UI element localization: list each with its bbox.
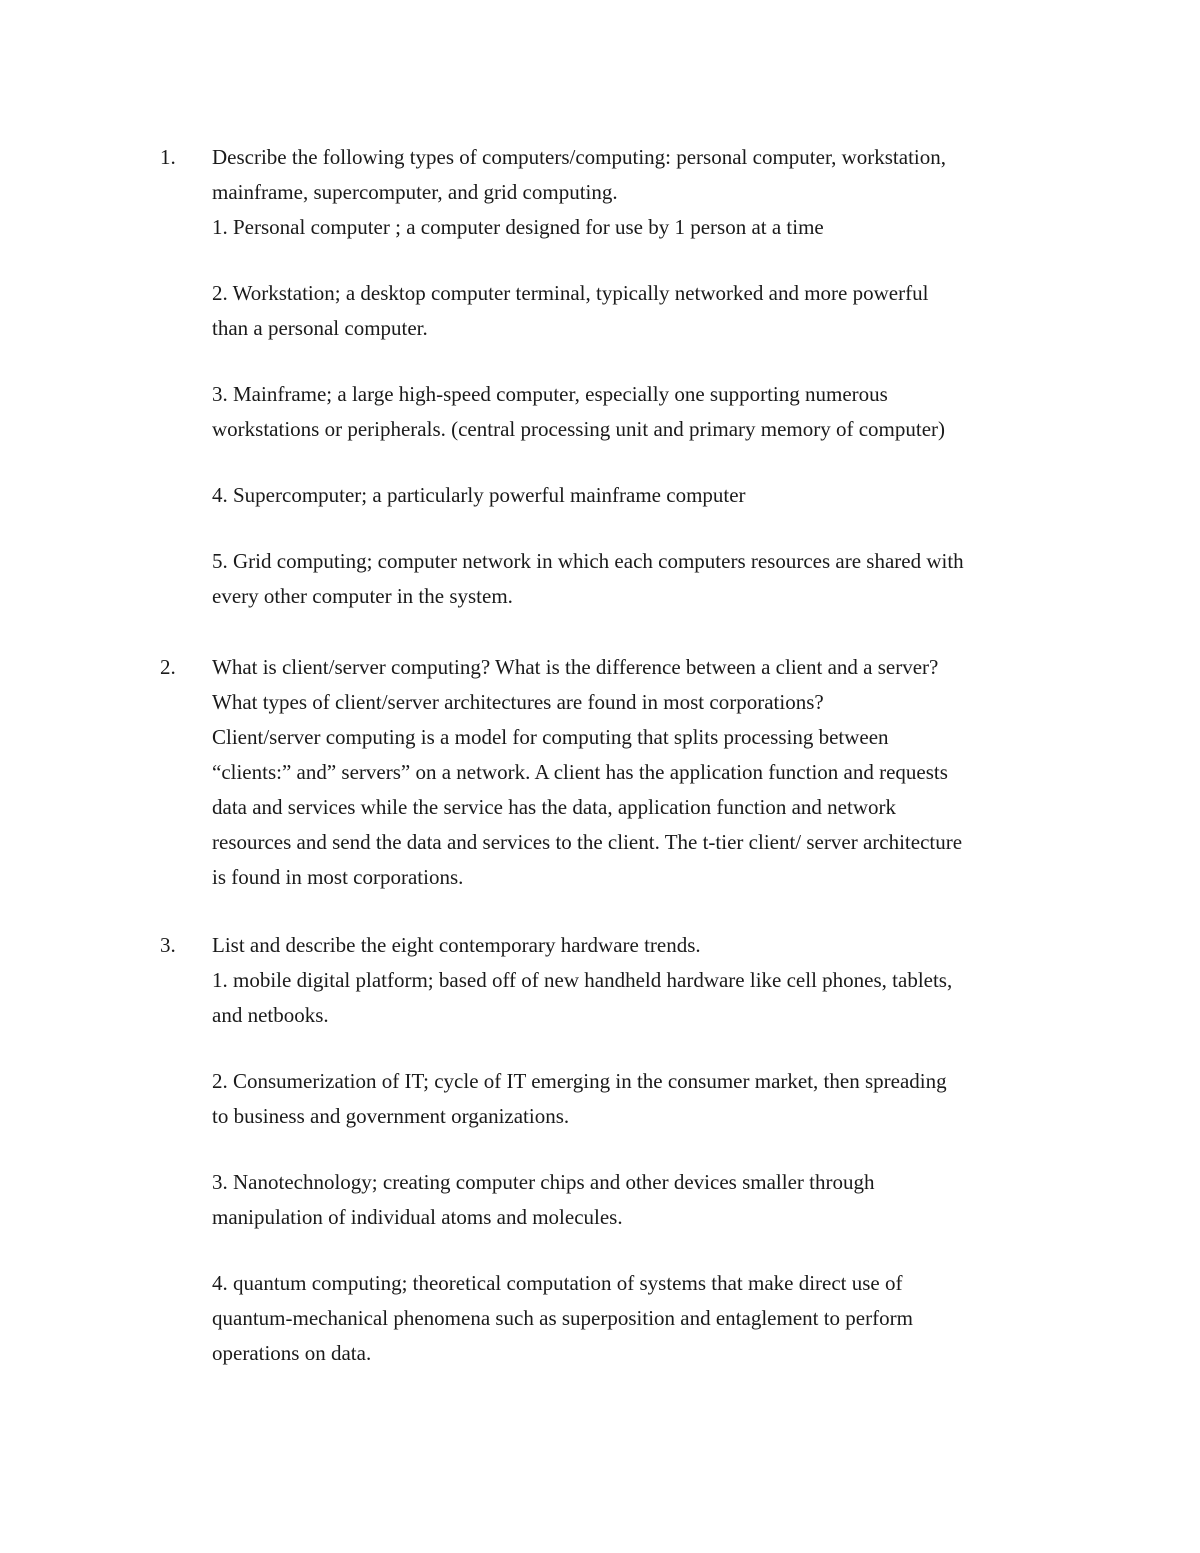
question-prompt-line: What types of client/server architectures are found in most corporations? (212, 690, 824, 714)
answer-line: operations on data. (212, 1341, 372, 1365)
answer-line: 3. Mainframe; a large high-speed computer, especially one supporting numerous (212, 382, 888, 406)
question-prompt-line: List and describe the eight contemporary hardware trends. (212, 933, 701, 957)
answer-line: every other computer in the system. (212, 584, 513, 608)
answer-line: to business and government organizations. (212, 1104, 570, 1128)
question-body (212, 140, 1072, 614)
answer-line: 1. mobile digital platform; based off of new handheld hardware like cell phones, tablets, (212, 968, 953, 992)
answer-line: 3. Nanotechnology; creating computer chips and other devices smaller through (212, 1170, 875, 1194)
answer-line: 1. Personal computer ; a computer designed for use by 1 person at a time (212, 215, 824, 239)
question-number: 2. (160, 655, 176, 679)
question-prompt-line: Describe the following types of computers/computing: personal computer, workstation, (212, 145, 946, 169)
answer-line: data and services while the service has the data, application function and network (212, 795, 896, 819)
answer-line: and netbooks. (212, 1003, 329, 1027)
question-number: 1. (160, 145, 176, 169)
question-prompt-line: mainframe, supercomputer, and grid computing. (212, 180, 618, 204)
question-body (212, 650, 1072, 895)
answer-line: Client/server computing is a model for computing that splits processing between (212, 725, 889, 749)
answer-line: than a personal computer. (212, 316, 428, 340)
answer-line: 2. Workstation; a desktop computer terminal, typically networked and more powerful (212, 281, 929, 305)
answer-line: quantum-mechanical phenomena such as superposition and entaglement to perform (212, 1306, 913, 1330)
answer-line: 4. quantum computing; theoretical computation of systems that make direct use of (212, 1271, 903, 1295)
answer-line: resources and send the data and services to the client. The t-tier client/ server architecture (212, 830, 963, 854)
answer-line: is found in most corporations. (212, 865, 464, 889)
answer-line: manipulation of individual atoms and molecules. (212, 1205, 623, 1229)
answer-line: workstations or peripherals. (central processing unit and primary memory of computer) (212, 417, 946, 441)
answer-line: 4. Supercomputer; a particularly powerful mainframe computer (212, 483, 746, 507)
answer-line: 2. Consumerization of IT; cycle of IT emerging in the consumer market, then spreading (212, 1069, 947, 1093)
answer-line: 5. Grid computing; computer network in which each computers resources are shared with (212, 549, 964, 573)
question-prompt-line: What is client/server computing? What is the difference between a client and a server? (212, 655, 939, 679)
question-body (212, 928, 1072, 1371)
answer-line: “clients:” and” servers” on a network. A client has the application function and requests (212, 760, 948, 784)
question-number: 3. (160, 933, 176, 957)
